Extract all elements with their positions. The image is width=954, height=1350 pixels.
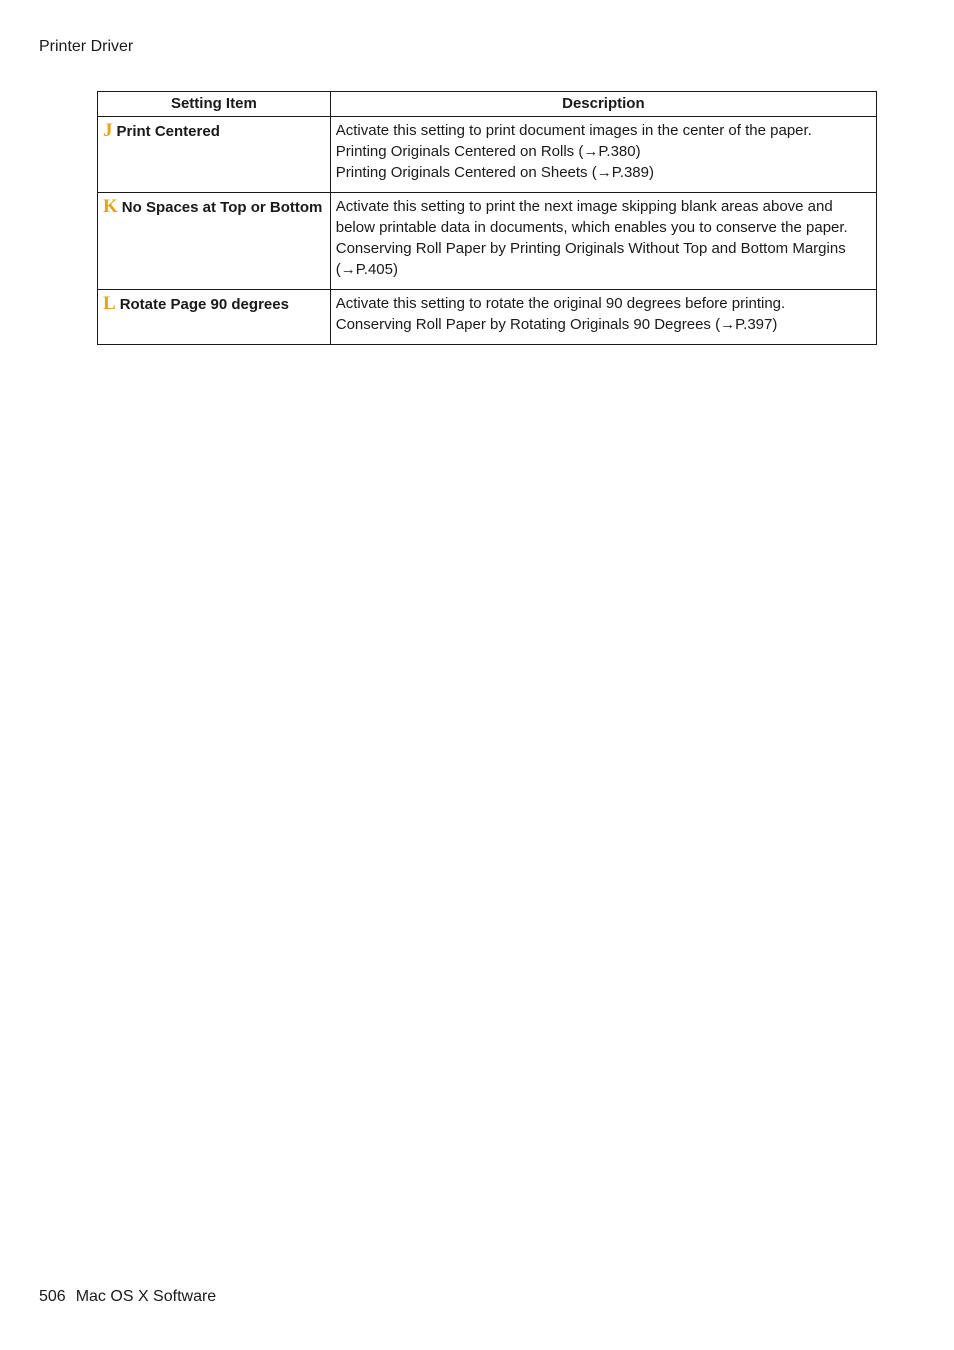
callout-letter: K xyxy=(103,196,118,217)
table-row xyxy=(98,193,877,290)
callout-letter: J xyxy=(103,120,113,141)
description-text: Activate this setting to print the next image skipping blank areas above and below printable data in documents, which enables you to conserve the paper. xyxy=(335,198,848,236)
setting-item-cell xyxy=(98,117,331,193)
setting-item-cell xyxy=(98,290,331,345)
setting-item-cell xyxy=(98,193,331,290)
description-cell xyxy=(330,290,876,345)
reference-link[interactable]: Conserving Roll Paper by Printing Originals Without Top and Bottom Margins (→P.405) xyxy=(335,240,846,278)
setting-item-label: Print Centered xyxy=(116,123,220,140)
callout-letter: L xyxy=(103,293,116,314)
table-row xyxy=(98,117,877,193)
column-header-setting-item: Setting Item xyxy=(98,92,331,117)
footer-section-title: Mac OS X Software xyxy=(75,1288,217,1305)
settings-table xyxy=(97,91,877,345)
description-text: Activate this setting to rotate the original 90 degrees before printing. xyxy=(335,295,786,312)
setting-item-label: Rotate Page 90 degrees xyxy=(119,296,289,313)
page-footer xyxy=(39,1287,216,1307)
setting-item-label: No Spaces at Top or Bottom xyxy=(121,199,323,216)
reference-link[interactable]: Printing Originals Centered on Rolls (→P.380) xyxy=(335,143,641,160)
table-header-row xyxy=(98,92,877,117)
description-cell xyxy=(330,193,876,290)
page-number: 506 xyxy=(39,1288,66,1305)
table-row xyxy=(98,290,877,345)
running-header: Printer Driver xyxy=(39,38,134,55)
reference-link[interactable]: Printing Originals Centered on Sheets (→P.389) xyxy=(335,164,654,181)
description-text: Activate this setting to print document images in the center of the paper. xyxy=(335,122,812,139)
description-cell xyxy=(330,117,876,193)
column-header-description: Description xyxy=(330,92,876,117)
reference-link[interactable]: Conserving Roll Paper by Rotating Originals 90 Degrees (→P.397) xyxy=(335,316,778,333)
